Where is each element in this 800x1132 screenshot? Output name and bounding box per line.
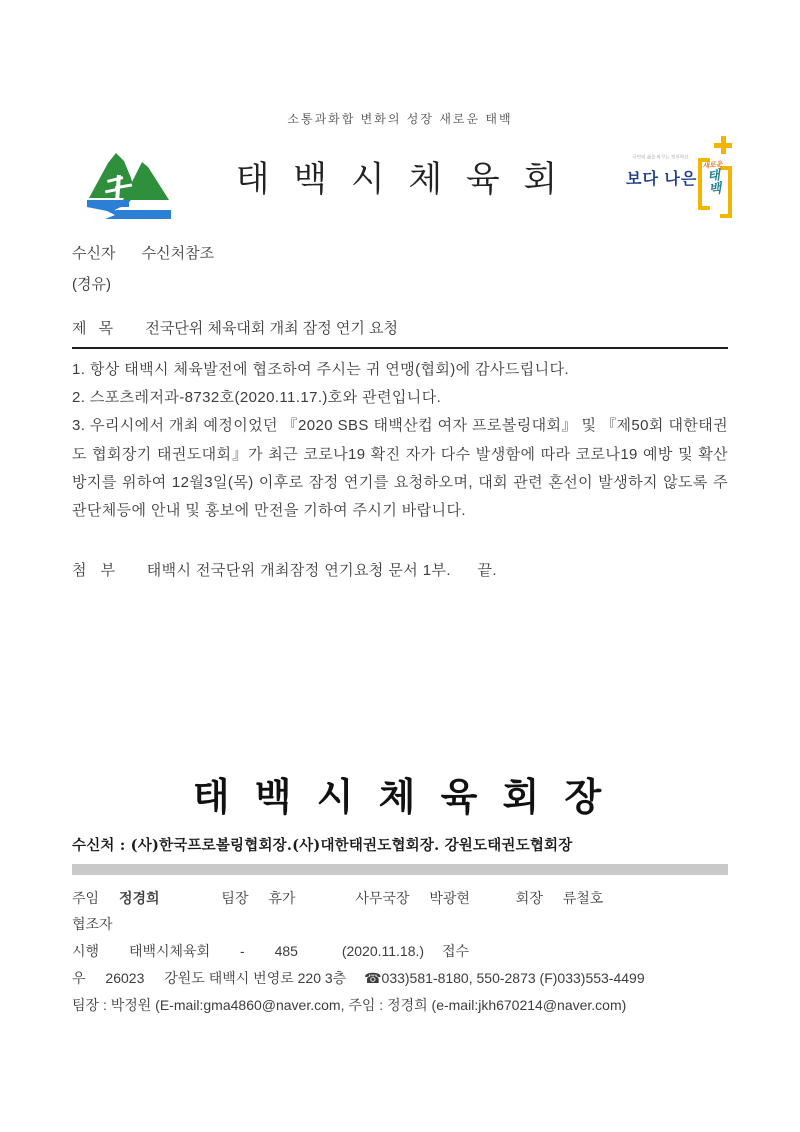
issue-dash: - xyxy=(240,943,245,959)
zip-code: 26023 xyxy=(105,970,145,986)
document-footer xyxy=(72,836,728,1019)
paragraph-3: 3. 우리시에서 개최 예정이었던 『2020 SBS 태백산컵 여자 프로볼링대회』 및 『제50회 대한태권도 협회장기 태권도대회』가 최근 코로나19 확진 자가 다수 발생함에 따라 코로나19 예방 및 확산 방지를 위하여 12월3일(목) 이후로 잠정 연기를 요청하오며, 대회 관련 혼선이 발생하지 않도록 주관단체등에 안내 및 홍보에 만전을 기하여 주시기 바랍니다. xyxy=(72,417,728,520)
attachment-value: 태백시 전국단위 개최잠정 연기요청 문서 1부. xyxy=(146,562,451,580)
approval-row xyxy=(72,885,728,911)
body-paragraphs xyxy=(72,356,728,525)
issue-number: 485 xyxy=(274,943,298,959)
recipient-line xyxy=(72,238,728,269)
zip-label: 우 xyxy=(72,970,86,986)
city-slogan: 소통과화합 변화의 성장 새로운 태백 xyxy=(287,112,513,126)
address-line xyxy=(72,965,728,992)
signature-title: 태 백 시 체 육 회 장 xyxy=(192,774,608,819)
brand-script-text xyxy=(700,161,727,196)
phone-numbers: ☎033)581-8180, 550-2873 (F)033)553-4499 xyxy=(364,970,645,986)
distribution-value: (사)한국프로볼링협회장.(사)대한태권도협회장. 강원도태권도협회장 xyxy=(130,837,573,854)
contact-line: 팀장 : 박정원 (E-mail:gma4860@naver.com, 주임 : 정경희 (e-mail:jkh670214@naver.com) xyxy=(72,997,627,1013)
approver-name: 정경희 xyxy=(118,890,160,906)
recipient-value: 수신처참조 xyxy=(141,245,215,262)
approver-role: 회장 xyxy=(515,890,543,906)
attachment-line xyxy=(72,557,728,585)
paragraph-2: 2. 스포츠레저과-8732호(2020.11.17.)호와 관련입니다. xyxy=(72,389,442,407)
distribution-label: 수신처 : xyxy=(72,837,126,854)
brand-script-bottom: 태백 xyxy=(706,167,723,197)
document-org-title: 태 백 시 체 육 회 xyxy=(235,160,565,199)
brand-name: 보다 나은 xyxy=(626,171,698,188)
brand-tagline: 국민의 삶을 바꾸는 정부혁신 xyxy=(632,154,689,161)
attachment-label: 첨 부 xyxy=(72,562,121,580)
issue-line xyxy=(72,938,728,965)
brand-script-top: 새로운 xyxy=(702,161,724,171)
recipient-label: 수신자 xyxy=(72,245,116,262)
letter-body xyxy=(72,238,728,585)
cooperator-line: 협조자 xyxy=(72,916,113,932)
approver-role: 팀장 xyxy=(221,890,249,906)
issue-org: 태백시체육회 xyxy=(128,943,211,959)
government-brand-icon xyxy=(626,136,730,218)
approver-role: 주임 xyxy=(72,890,100,906)
paragraph-1: 1. 항상 태백시 체육발전에 협조하여 주시는 귀 연맹(협회)에 감사드립니다. xyxy=(72,361,570,378)
approver-role: 사무국장 xyxy=(355,890,410,906)
plus-icon xyxy=(714,136,732,154)
approver-name: 류철호 xyxy=(562,890,604,906)
approver-name: 휴가 xyxy=(268,890,296,906)
approver-name: 박광현 xyxy=(429,890,470,906)
via-line: (경유) xyxy=(72,276,111,293)
issue-date: (2020.11.18.) xyxy=(341,943,425,959)
subject-row xyxy=(72,317,728,349)
issue-receipt: 접수 xyxy=(441,943,470,959)
divider-bar xyxy=(72,864,728,875)
distribution-line xyxy=(72,836,728,856)
subject-label: 제 목 xyxy=(72,320,118,337)
subject-value: 전국단위 체육대회 개최 잠정 연기 요청 xyxy=(145,320,399,337)
issue-label: 시행 xyxy=(72,943,100,959)
attachment-end: 끝. xyxy=(477,562,497,580)
street-address: 강원도 태백시 번영로 220 3층 xyxy=(164,970,347,986)
